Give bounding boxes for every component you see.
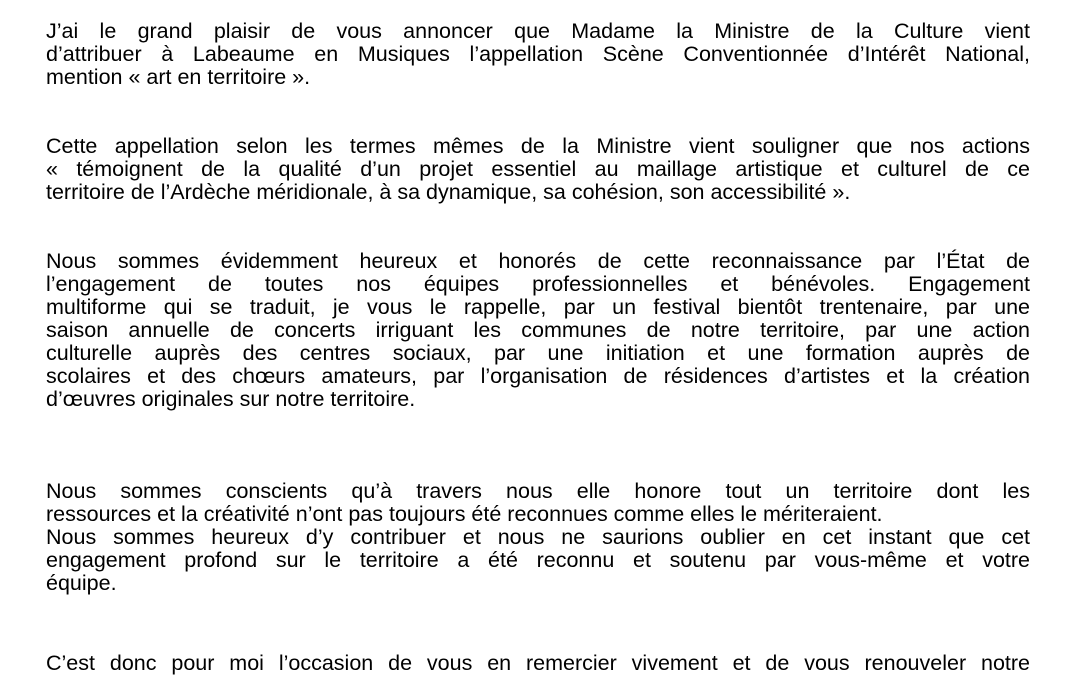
text-line: d’attribuer à Labeaume en Musiques l’appellation Scène Conventionnée d’Intérêt National, [46, 42, 1030, 66]
text-line: J’ai le grand plaisir de vous annoncer que Madame la Ministre de la Culture vient [46, 19, 1030, 43]
text-line: saison annuelle de concerts irriguant les communes de notre territoire, par une action [46, 318, 1030, 342]
text-line: Nous sommes évidemment heureux et honorés de cette reconnaissance par l’État de [46, 249, 1030, 273]
text-line: engagement profond sur le territoire a été reconnu et soutenu par vous-même et votre [46, 548, 1030, 572]
text-line: scolaires et des chœurs amateurs, par l’organisation de résidences d’artistes et la création [46, 364, 1030, 388]
text-line: C’est donc pour moi l’occasion de vous en remercier vivement et de vous renouveler notre [46, 651, 1030, 675]
text-line: Cette appellation selon les termes mêmes de la Ministre vient souligner que nos actions [46, 134, 1030, 158]
text-line: l’engagement de toutes nos équipes professionnelles et bénévoles. Engagement [46, 272, 1030, 296]
text-line: mention « art en territoire ». [46, 65, 311, 89]
text-line: d’œuvres originales sur notre territoire. [46, 387, 416, 411]
text-line: Nous sommes heureux d’y contribuer et nous ne saurions oublier en cet instant que cet [46, 525, 1030, 549]
text-line: équipe. [46, 571, 117, 595]
text-line: territoire de l’Ardèche méridionale, à sa dynamique, sa cohésion, son accessibilité ». [46, 180, 851, 204]
text-line: culturelle auprès des centres sociaux, par une initiation et une formation auprès de [46, 341, 1030, 365]
text-line: Nous sommes conscients qu’à travers nous elle honore tout un territoire dont les [46, 479, 1030, 503]
text-line: ressources et la créativité n’ont pas toujours été reconnues comme elles le mériteraient. [46, 502, 883, 526]
text-line: multiforme qui se traduit, je vous le rappelle, par un festival bientôt trentenaire, par une [46, 295, 1030, 319]
text-line: « témoignent de la qualité d’un projet essentiel au maillage artistique et culturel de ce [46, 157, 1030, 181]
